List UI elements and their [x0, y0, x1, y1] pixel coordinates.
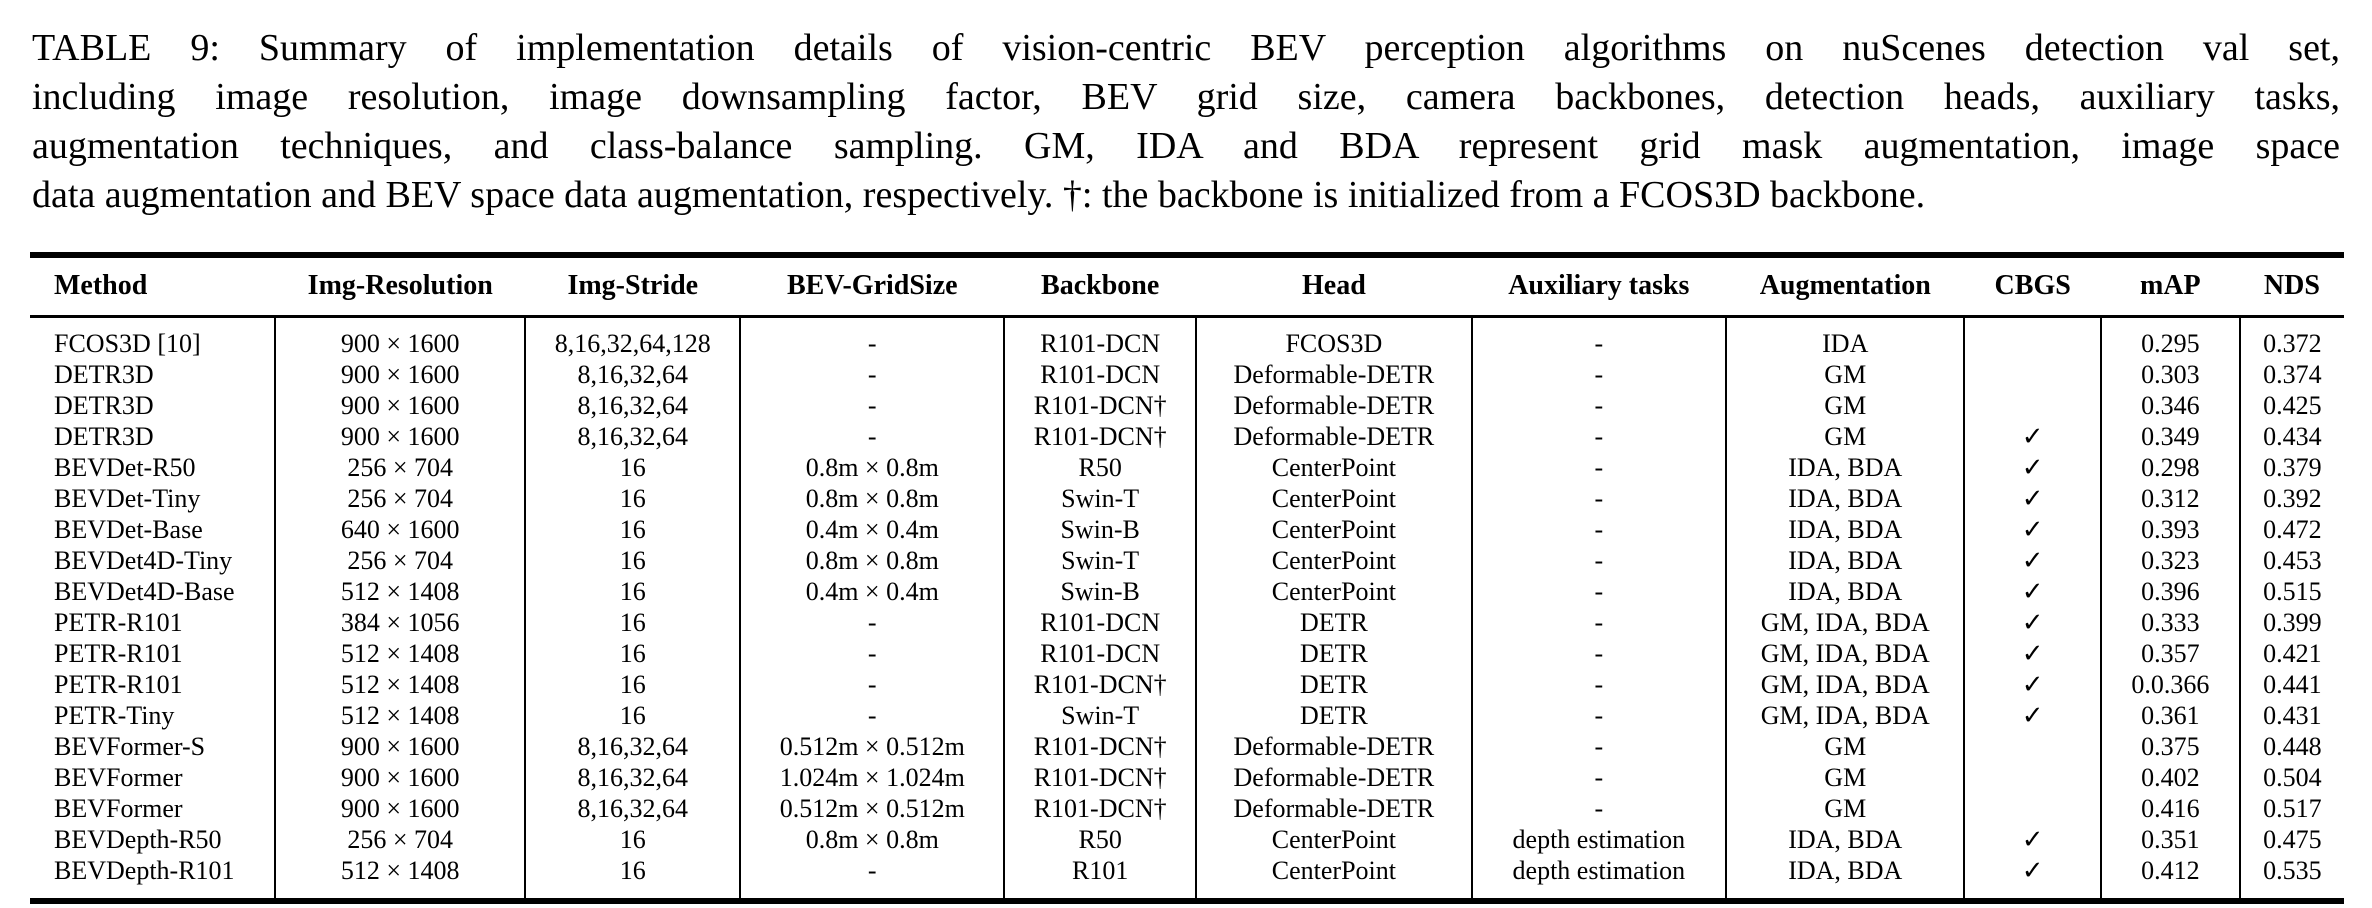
cell-backbone: Swin-T	[1004, 545, 1196, 576]
cell-method: BEVDet4D-Tiny	[54, 546, 233, 575]
cell-cbgs: ✓	[1964, 669, 2101, 700]
cell-img-resolution: 900 × 1600	[275, 317, 525, 360]
cell-img-resolution: 640 × 1600	[275, 514, 525, 545]
table-row	[30, 483, 2344, 514]
implementation-details-table	[30, 252, 2344, 904]
cell-bev-gridsize: -	[740, 390, 1004, 421]
table-row	[30, 607, 2344, 638]
cell-backbone: R101-DCN†	[1004, 390, 1196, 421]
cell-img-stride: 8,16,32,64	[525, 390, 740, 421]
table-row	[30, 514, 2344, 545]
cell-cbgs: ✓	[1964, 638, 2101, 669]
cell-head: DETR	[1196, 638, 1471, 669]
cell-backbone: R101-DCN†	[1004, 762, 1196, 793]
cell-img-stride: 16	[525, 483, 740, 514]
cell-img-resolution: 512 × 1408	[275, 576, 525, 607]
cell-bev-gridsize: -	[740, 359, 1004, 390]
cell-method: BEVDet-Base	[54, 515, 203, 544]
table-row	[30, 638, 2344, 669]
cell-bev-gridsize: -	[740, 317, 1004, 360]
table-header	[30, 255, 2344, 317]
cell-backbone: Swin-B	[1004, 576, 1196, 607]
cell-augmentation: GM	[1726, 793, 1964, 824]
cell-method: BEVDepth-R50	[54, 825, 222, 854]
cell-img-resolution: 512 × 1408	[275, 669, 525, 700]
cell-auxiliary-tasks: -	[1472, 545, 1727, 576]
cell-backbone: R101-DCN	[1004, 359, 1196, 390]
header-row	[30, 255, 2344, 317]
cell-augmentation: GM, IDA, BDA	[1726, 669, 1964, 700]
cell-method: DETR3D	[54, 360, 154, 389]
cell-auxiliary-tasks: -	[1472, 700, 1727, 731]
cell-map: 0.323	[2101, 545, 2240, 576]
cell-augmentation: GM, IDA, BDA	[1726, 607, 1964, 638]
cell-head: DETR	[1196, 700, 1471, 731]
cell-auxiliary-tasks: -	[1472, 317, 1727, 360]
cell-bev-gridsize: -	[740, 607, 1004, 638]
cell-method: BEVDepth-R101	[54, 856, 235, 885]
column-header-backbone: Backbone	[1041, 270, 1160, 301]
cell-map: 0.346	[2101, 390, 2240, 421]
cell-augmentation: GM	[1726, 762, 1964, 793]
table-row	[30, 855, 2344, 901]
cell-auxiliary-tasks: -	[1472, 483, 1727, 514]
cell-augmentation: IDA	[1726, 317, 1964, 360]
cell-map: 0.416	[2101, 793, 2240, 824]
cell-nds: 0.441	[2240, 669, 2344, 700]
cell-augmentation: GM	[1726, 390, 1964, 421]
cell-map: 0.402	[2101, 762, 2240, 793]
cell-head: CenterPoint	[1196, 514, 1471, 545]
cell-head: Deformable-DETR	[1196, 359, 1471, 390]
cell-bev-gridsize: 0.8m × 0.8m	[740, 483, 1004, 514]
column-header-nds: NDS	[2263, 270, 2320, 301]
table-row	[30, 793, 2344, 824]
table-row	[30, 576, 2344, 607]
cell-augmentation: GM	[1726, 731, 1964, 762]
cell-augmentation: GM, IDA, BDA	[1726, 638, 1964, 669]
cell-nds: 0.535	[2240, 855, 2344, 901]
column-header-img-resolution: Img-Resolution	[307, 270, 493, 301]
cell-nds: 0.517	[2240, 793, 2344, 824]
cell-img-resolution: 256 × 704	[275, 545, 525, 576]
table-row	[30, 452, 2344, 483]
cell-img-stride: 8,16,32,64	[525, 793, 740, 824]
cell-backbone: R50	[1004, 452, 1196, 483]
cell-auxiliary-tasks: -	[1472, 638, 1727, 669]
cell-head: Deformable-DETR	[1196, 421, 1471, 452]
cell-method: BEVFormer-S	[54, 732, 206, 761]
table-row	[30, 824, 2344, 855]
cell-cbgs: ✓	[1964, 855, 2101, 901]
column-header-map: mAP	[2140, 270, 2201, 301]
cell-img-stride: 16	[525, 824, 740, 855]
cell-method: PETR-R101	[54, 670, 183, 699]
cell-img-stride: 16	[525, 607, 740, 638]
cell-nds: 0.421	[2240, 638, 2344, 669]
column-header-cbgs: CBGS	[1994, 270, 2071, 301]
cell-map: 0.312	[2101, 483, 2240, 514]
cell-method: BEVDet-R50	[54, 453, 196, 482]
cell-backbone: R101-DCN	[1004, 317, 1196, 360]
cell-map: 0.349	[2101, 421, 2240, 452]
cell-img-stride: 8,16,32,64,128	[525, 317, 740, 360]
cell-cbgs: ✓	[1964, 421, 2101, 452]
cell-bev-gridsize: 0.512m × 0.512m	[740, 793, 1004, 824]
cell-auxiliary-tasks: -	[1472, 514, 1727, 545]
cell-img-resolution: 256 × 704	[275, 483, 525, 514]
caption-line-1: TABLE 9: Summary of implementation details of vision-centric BEV perception algorithms on nuScenes detection val set,	[32, 27, 2340, 69]
cell-head: Deformable-DETR	[1196, 793, 1471, 824]
table-row	[30, 359, 2344, 390]
table-row	[30, 421, 2344, 452]
cell-augmentation: IDA, BDA	[1726, 576, 1964, 607]
cell-map: 0.375	[2101, 731, 2240, 762]
cell-cbgs	[1964, 359, 2101, 390]
caption-line-2: including image resolution, image downsampling factor, BEV grid size, camera backbones, detection heads, auxiliary tasks,	[32, 76, 2340, 118]
table-row	[30, 317, 2344, 360]
cell-auxiliary-tasks: -	[1472, 731, 1727, 762]
cell-method: BEVFormer	[54, 763, 183, 792]
cell-head: CenterPoint	[1196, 855, 1471, 901]
cell-img-stride: 16	[525, 855, 740, 901]
cell-head: CenterPoint	[1196, 545, 1471, 576]
cell-bev-gridsize: 0.4m × 0.4m	[740, 576, 1004, 607]
cell-backbone: R101-DCN	[1004, 607, 1196, 638]
cell-cbgs	[1964, 731, 2101, 762]
cell-head: Deformable-DETR	[1196, 731, 1471, 762]
cell-nds: 0.504	[2240, 762, 2344, 793]
cell-bev-gridsize: -	[740, 700, 1004, 731]
cell-head: DETR	[1196, 669, 1471, 700]
cell-cbgs: ✓	[1964, 607, 2101, 638]
cell-cbgs: ✓	[1964, 483, 2101, 514]
cell-bev-gridsize: 1.024m × 1.024m	[740, 762, 1004, 793]
cell-auxiliary-tasks: -	[1472, 421, 1727, 452]
cell-cbgs: ✓	[1964, 514, 2101, 545]
cell-auxiliary-tasks: -	[1472, 359, 1727, 390]
cell-map: 0.412	[2101, 855, 2240, 901]
cell-augmentation: GM	[1726, 359, 1964, 390]
cell-cbgs: ✓	[1964, 545, 2101, 576]
caption-line-4: data augmentation and BEV space data augmentation, respectively. †: the backbone is initialized from a FCOS3D backbone.	[32, 174, 1926, 216]
cell-cbgs	[1964, 762, 2101, 793]
cell-img-stride: 16	[525, 452, 740, 483]
cell-bev-gridsize: -	[740, 421, 1004, 452]
cell-img-stride: 8,16,32,64	[525, 421, 740, 452]
cell-img-resolution: 512 × 1408	[275, 638, 525, 669]
cell-head: CenterPoint	[1196, 452, 1471, 483]
column-header-method: Method	[54, 270, 148, 301]
cell-cbgs: ✓	[1964, 452, 2101, 483]
cell-backbone: R101	[1004, 855, 1196, 901]
cell-head: CenterPoint	[1196, 576, 1471, 607]
cell-img-stride: 16	[525, 700, 740, 731]
cell-augmentation: GM, IDA, BDA	[1726, 700, 1964, 731]
cell-cbgs	[1964, 793, 2101, 824]
cell-cbgs: ✓	[1964, 824, 2101, 855]
cell-img-stride: 16	[525, 576, 740, 607]
cell-head: Deformable-DETR	[1196, 390, 1471, 421]
column-header-head: Head	[1301, 270, 1366, 301]
cell-nds: 0.453	[2240, 545, 2344, 576]
cell-backbone: R101-DCN†	[1004, 793, 1196, 824]
cell-auxiliary-tasks: -	[1472, 793, 1727, 824]
table-row	[30, 762, 2344, 793]
cell-map: 0.333	[2101, 607, 2240, 638]
table-row	[30, 545, 2344, 576]
cell-backbone: Swin-T	[1004, 483, 1196, 514]
cell-nds: 0.392	[2240, 483, 2344, 514]
cell-img-stride: 8,16,32,64	[525, 762, 740, 793]
cell-auxiliary-tasks: -	[1472, 390, 1727, 421]
cell-img-resolution: 900 × 1600	[275, 731, 525, 762]
cell-img-resolution: 900 × 1600	[275, 421, 525, 452]
cell-img-resolution: 384 × 1056	[275, 607, 525, 638]
cell-bev-gridsize: 0.8m × 0.8m	[740, 824, 1004, 855]
cell-img-stride: 8,16,32,64	[525, 359, 740, 390]
cell-bev-gridsize: -	[740, 638, 1004, 669]
cell-augmentation: IDA, BDA	[1726, 514, 1964, 545]
cell-map: 0.393	[2101, 514, 2240, 545]
cell-head: DETR	[1196, 607, 1471, 638]
cell-backbone: Swin-B	[1004, 514, 1196, 545]
cell-head: FCOS3D	[1196, 317, 1471, 360]
cell-map: 0.361	[2101, 700, 2240, 731]
cell-map: 0.295	[2101, 317, 2240, 360]
cell-nds: 0.475	[2240, 824, 2344, 855]
cell-auxiliary-tasks: depth estimation	[1472, 824, 1727, 855]
table-row	[30, 731, 2344, 762]
cell-auxiliary-tasks: -	[1472, 669, 1727, 700]
cell-img-resolution: 900 × 1600	[275, 793, 525, 824]
cell-backbone: R101-DCN†	[1004, 731, 1196, 762]
cell-img-resolution: 900 × 1600	[275, 762, 525, 793]
cell-head: CenterPoint	[1196, 824, 1471, 855]
cell-backbone: R101-DCN†	[1004, 669, 1196, 700]
cell-nds: 0.425	[2240, 390, 2344, 421]
column-header-auxiliary-tasks: Auxiliary tasks	[1508, 270, 1690, 301]
cell-img-stride: 16	[525, 638, 740, 669]
cell-nds: 0.372	[2240, 317, 2344, 360]
cell-auxiliary-tasks: -	[1472, 452, 1727, 483]
cell-bev-gridsize: 0.4m × 0.4m	[740, 514, 1004, 545]
cell-auxiliary-tasks: -	[1472, 607, 1727, 638]
cell-map: 0.303	[2101, 359, 2240, 390]
table-body	[30, 317, 2344, 902]
cell-augmentation: IDA, BDA	[1726, 483, 1964, 514]
cell-cbgs: ✓	[1964, 576, 2101, 607]
cell-nds: 0.434	[2240, 421, 2344, 452]
cell-bev-gridsize: -	[740, 855, 1004, 901]
cell-augmentation: GM	[1726, 421, 1964, 452]
cell-img-stride: 16	[525, 514, 740, 545]
cell-auxiliary-tasks: -	[1472, 576, 1727, 607]
table-caption	[32, 0, 2340, 220]
cell-head: CenterPoint	[1196, 483, 1471, 514]
cell-cbgs	[1964, 317, 2101, 360]
cell-nds: 0.448	[2240, 731, 2344, 762]
cell-bev-gridsize: -	[740, 669, 1004, 700]
cell-nds: 0.399	[2240, 607, 2344, 638]
cell-nds: 0.515	[2240, 576, 2344, 607]
cell-map: 0.396	[2101, 576, 2240, 607]
cell-backbone: R101-DCN	[1004, 638, 1196, 669]
cell-augmentation: IDA, BDA	[1726, 452, 1964, 483]
cell-img-resolution: 256 × 704	[275, 824, 525, 855]
cell-img-resolution: 256 × 704	[275, 452, 525, 483]
cell-nds: 0.431	[2240, 700, 2344, 731]
column-header-bev-gridsize: BEV-GridSize	[786, 270, 958, 301]
cell-img-resolution: 900 × 1600	[275, 359, 525, 390]
cell-bev-gridsize: 0.512m × 0.512m	[740, 731, 1004, 762]
cell-cbgs: ✓	[1964, 700, 2101, 731]
column-header-augmentation: Augmentation	[1759, 270, 1931, 301]
cell-method: BEVDet-Tiny	[54, 484, 201, 513]
cell-method: DETR3D	[54, 391, 154, 420]
cell-map: 0.0.366	[2101, 669, 2240, 700]
cell-head: Deformable-DETR	[1196, 762, 1471, 793]
column-header-img-stride: Img-Stride	[567, 270, 699, 301]
cell-backbone: R101-DCN†	[1004, 421, 1196, 452]
cell-method: FCOS3D [10]	[54, 329, 201, 358]
cell-method: BEVFormer	[54, 794, 183, 823]
cell-auxiliary-tasks: -	[1472, 762, 1727, 793]
cell-backbone: Swin-T	[1004, 700, 1196, 731]
table-row	[30, 700, 2344, 731]
cell-bev-gridsize: 0.8m × 0.8m	[740, 452, 1004, 483]
caption-line-3: augmentation techniques, and class-balance sampling. GM, IDA and BDA represent grid mask augmentation, image space	[32, 125, 2340, 167]
table-row	[30, 669, 2344, 700]
cell-img-stride: 16	[525, 669, 740, 700]
cell-img-stride: 8,16,32,64	[525, 731, 740, 762]
cell-img-resolution: 512 × 1408	[275, 855, 525, 901]
cell-method: PETR-Tiny	[54, 701, 175, 730]
cell-augmentation: IDA, BDA	[1726, 855, 1964, 901]
cell-method: BEVDet4D-Base	[54, 577, 235, 606]
cell-img-resolution: 512 × 1408	[275, 700, 525, 731]
cell-method: PETR-R101	[54, 608, 183, 637]
cell-img-stride: 16	[525, 545, 740, 576]
cell-backbone: R50	[1004, 824, 1196, 855]
cell-augmentation: IDA, BDA	[1726, 545, 1964, 576]
cell-nds: 0.379	[2240, 452, 2344, 483]
cell-map: 0.351	[2101, 824, 2240, 855]
cell-map: 0.298	[2101, 452, 2240, 483]
cell-nds: 0.374	[2240, 359, 2344, 390]
cell-method: DETR3D	[54, 422, 154, 451]
cell-auxiliary-tasks: depth estimation	[1472, 855, 1727, 901]
cell-augmentation: IDA, BDA	[1726, 824, 1964, 855]
cell-map: 0.357	[2101, 638, 2240, 669]
cell-cbgs	[1964, 390, 2101, 421]
cell-img-resolution: 900 × 1600	[275, 390, 525, 421]
cell-method: PETR-R101	[54, 639, 183, 668]
cell-bev-gridsize: 0.8m × 0.8m	[740, 545, 1004, 576]
cell-nds: 0.472	[2240, 514, 2344, 545]
table-row	[30, 390, 2344, 421]
